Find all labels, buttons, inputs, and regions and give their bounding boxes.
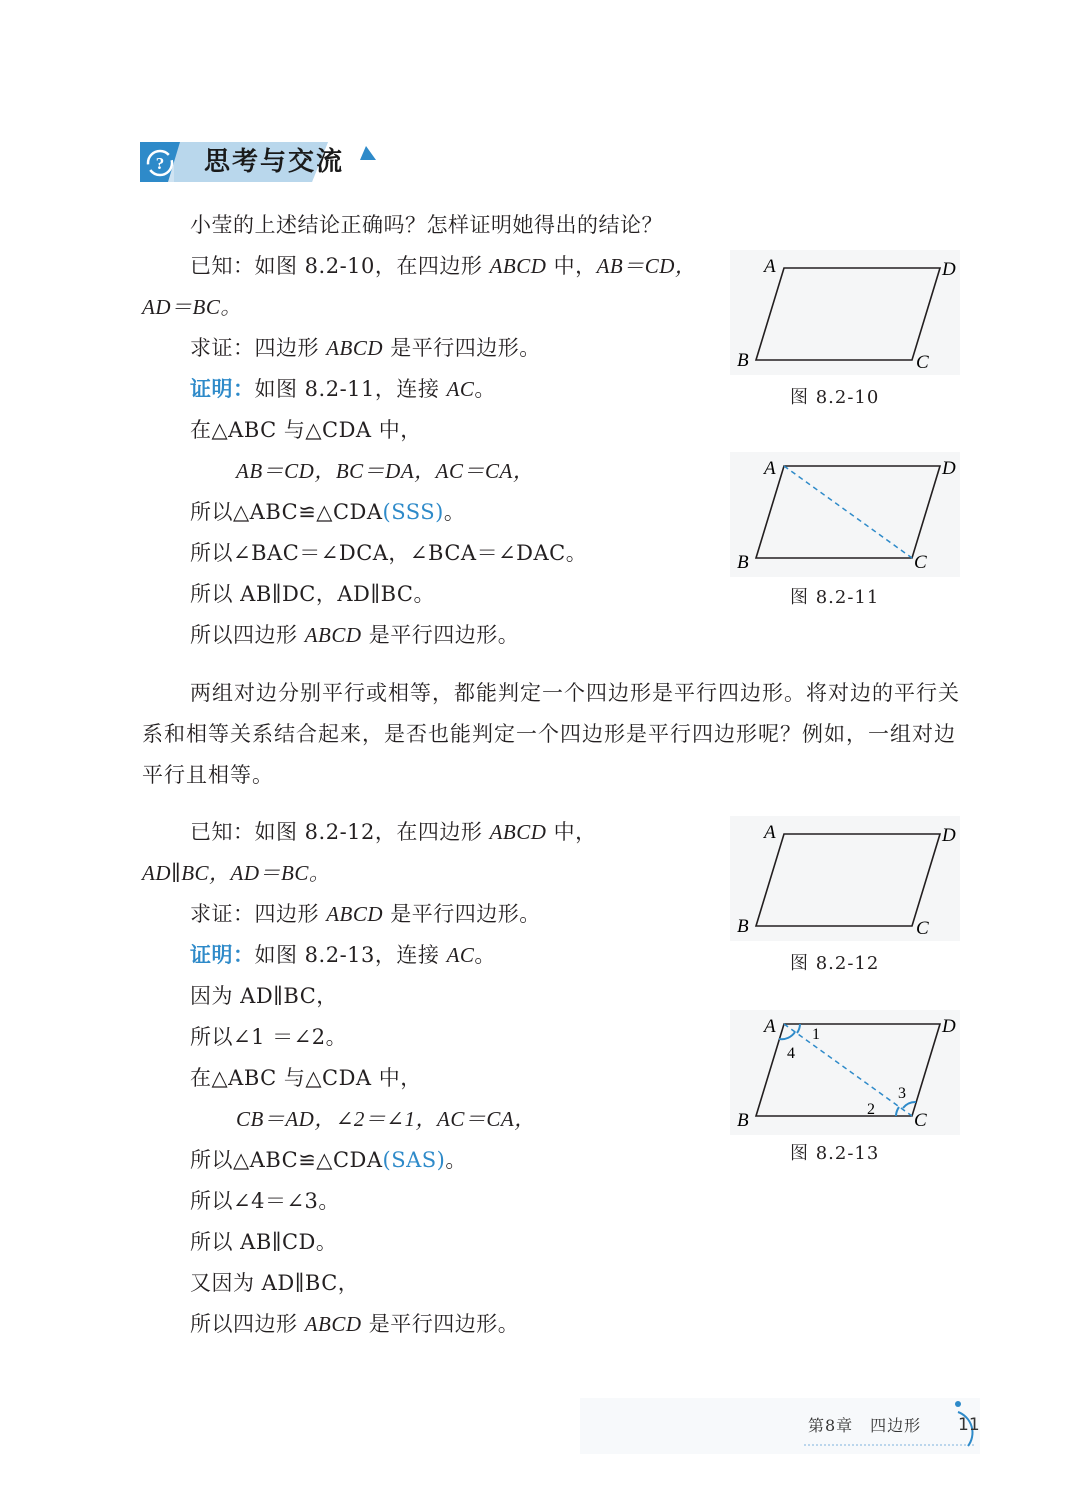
parallelogram-diagram <box>730 816 960 941</box>
triangles-line-2: 在△ABC 与△CDA 中， <box>190 1066 422 1090</box>
angle-label-1: 1 <box>812 1026 820 1043</box>
angle-label-2: 2 <box>867 1101 875 1118</box>
angle-label-4: 4 <box>787 1045 795 1062</box>
vertex-label-b: B <box>737 350 749 371</box>
prove-line: 求证：四边形 ABCD 是平行四边形。 <box>190 336 541 360</box>
vertex-label-b: B <box>737 916 749 937</box>
prove-line-2: 求证：四边形 ABCD 是平行四边形。 <box>190 902 541 926</box>
proof-line-2: 证明：如图 8.2-13，连接 AC。 <box>190 942 496 967</box>
because-line: 因为 AD∥BC， <box>190 984 338 1008</box>
equalities-line: AB＝CD，BC＝DA，AC＝CA， <box>236 459 535 483</box>
figure-8-2-11 <box>730 452 960 577</box>
question-text: 小莹的上述结论正确吗？怎样证明她得出的结论？ <box>190 213 663 237</box>
footer-decoration <box>580 1398 1000 1458</box>
angle-label-3: 3 <box>898 1085 906 1102</box>
discussion-paragraph: 两组对边分别平行或相等，都能判定一个四边形是平行四边形。将对边的平行关系和相等关系结合起来，是否也能判定一个四边形是平行四边形呢？例如，一组对边平行且相等。 <box>142 681 960 787</box>
given-line-1: 已知：如图 8.2-10，在四边形 ABCD 中，AB＝CD， <box>190 254 697 278</box>
figure-caption: 图 8.2-11 <box>790 587 880 608</box>
given-line-3: 已知：如图 8.2-12，在四边形 ABCD 中， <box>190 820 597 844</box>
vertex-label-b: B <box>737 552 749 573</box>
section-title: 思考与交流 <box>204 147 345 177</box>
vertex-label-d: D <box>942 259 956 280</box>
svg-text:?: ? <box>155 154 165 173</box>
figure-8-2-12 <box>730 816 960 941</box>
figure-8-2-10 <box>730 250 960 375</box>
vertex-label-a: A <box>764 822 776 843</box>
section-header <box>140 140 380 186</box>
triangles-line: 在△ABC 与△CDA 中， <box>190 418 422 442</box>
parallel-line-2: 所以 AB∥CD。 <box>190 1230 338 1254</box>
vertex-label-a: A <box>764 458 776 479</box>
congruence-line-2: 所以△ABC≌△CDA(SAS)。 <box>190 1148 467 1172</box>
parallelogram-angles-diagram <box>730 1010 960 1135</box>
vertex-label-d: D <box>942 458 956 479</box>
vertex-label-c: C <box>914 552 927 573</box>
proof-label: 证明： <box>190 376 255 401</box>
also-line: 又因为 AD∥BC， <box>190 1271 360 1295</box>
vertex-label-d: D <box>942 825 956 846</box>
footer <box>580 1398 1000 1458</box>
conclusion-line: 所以四边形 ABCD 是平行四边形。 <box>190 623 520 647</box>
criterion-sss: (SSS) <box>382 500 444 524</box>
congruence-line: 所以△ABC≌△CDA(SSS)。 <box>190 500 466 524</box>
vertex-label-a: A <box>764 256 776 277</box>
figure-caption: 图 8.2-10 <box>790 387 880 408</box>
angle43-line: 所以∠4＝∠3。 <box>190 1189 340 1213</box>
vertex-label-c: C <box>914 1110 927 1131</box>
conclusion-line-2: 所以四边形 ABCD 是平行四边形。 <box>190 1312 520 1336</box>
equalities-line-2: CB＝AD，∠2＝∠1，AC＝CA， <box>236 1107 536 1131</box>
proof-label-2: 证明： <box>190 942 255 967</box>
chapter-label: 第8章 四边形 <box>808 1416 922 1435</box>
proof-line: 证明：如图 8.2-11，连接 AC。 <box>190 376 496 401</box>
figure-caption: 图 8.2-12 <box>790 953 880 974</box>
figure-8-2-13 <box>730 1010 960 1135</box>
given-line-4: AD∥BC，AD＝BC。 <box>142 861 331 885</box>
question-cycle-icon <box>144 147 176 179</box>
parallel-line: 所以 AB∥DC，AD∥BC。 <box>190 582 435 606</box>
vertex-label-c: C <box>916 918 929 939</box>
vertex-label-a: A <box>764 1016 776 1037</box>
given-line-2: AD＝BC。 <box>142 295 242 319</box>
criterion-sas: (SAS) <box>382 1148 446 1172</box>
figure-caption: 图 8.2-13 <box>790 1143 880 1164</box>
angle12-line: 所以∠1 ＝∠2。 <box>190 1025 348 1049</box>
vertex-label-d: D <box>942 1016 956 1037</box>
page-number: 11 <box>958 1415 980 1435</box>
vertex-label-b: B <box>737 1110 749 1131</box>
parallelogram-diagonal-diagram <box>730 452 960 577</box>
angles-line: 所以∠BAC＝∠DCA，∠BCA＝∠DAC。 <box>190 541 588 565</box>
parallelogram-diagram <box>730 250 960 375</box>
vertex-label-c: C <box>916 352 929 373</box>
